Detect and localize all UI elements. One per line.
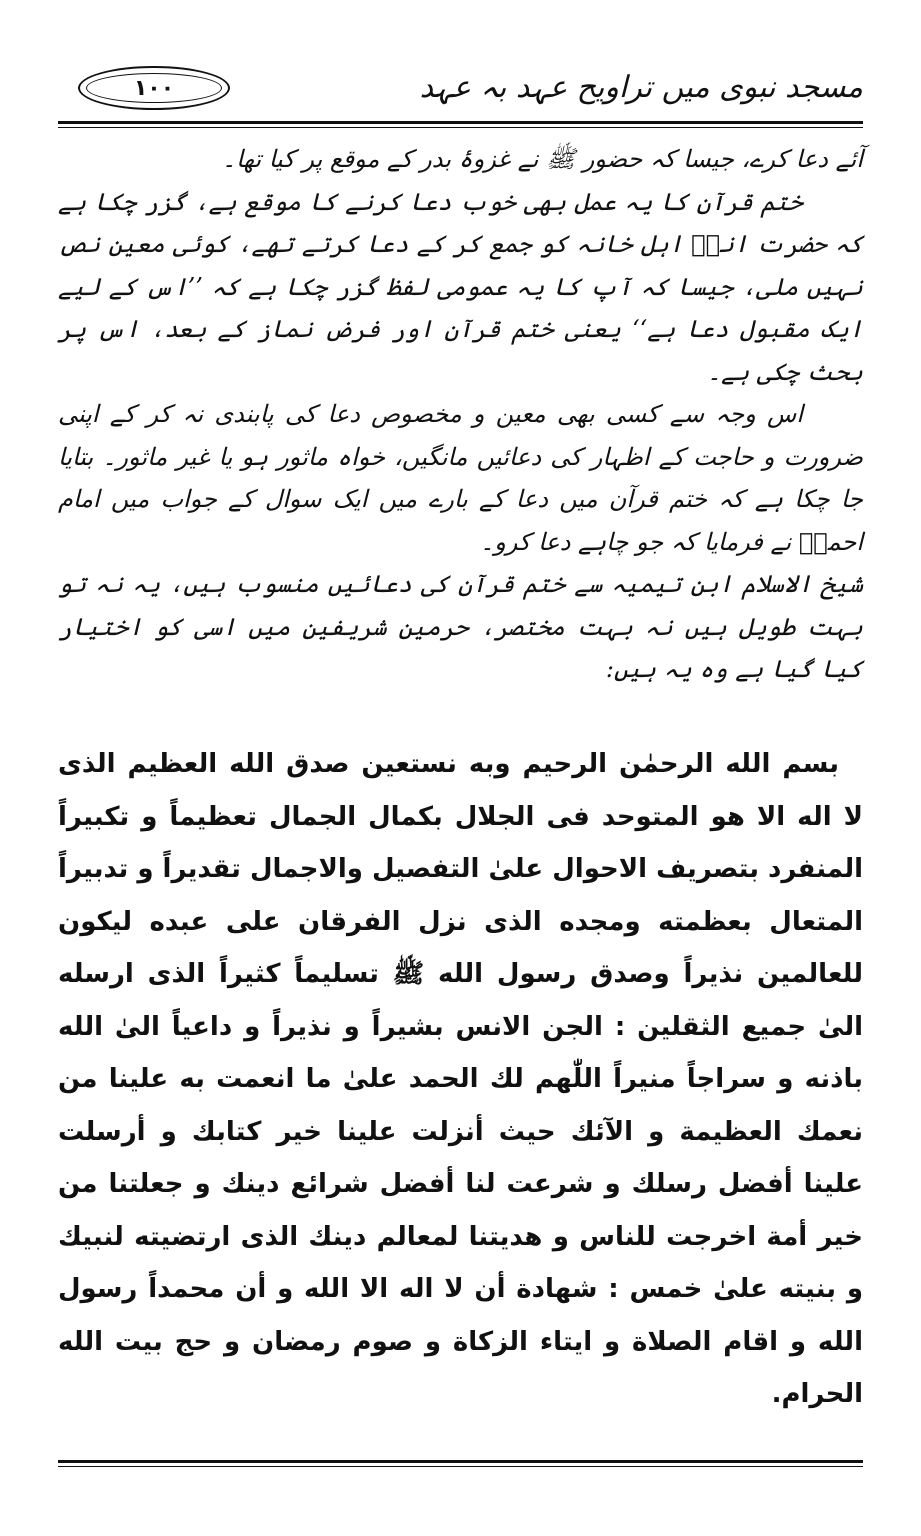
urdu-paragraph-4: شیخ الاسلام ابن تیمیہ سے ختم قرآن کی دعائیں منسوب ہیں، یہ نہ تو بہت طویل ہیں نہ بہت مختصر، حرمین شریفین میں اسی کو اختیار کیا گیا ہے وہ یہ ہیں: [58, 570, 863, 683]
page-number-badge [78, 66, 230, 110]
page-number: ۱۰۰ [133, 75, 175, 101]
urdu-body [58, 138, 863, 691]
arabic-prayer-text: بسم الله الرحمٰن الرحيم وبه نستعين صدق الله العظيم الذى لا اله الا هو المتوحد فى الجلال بكمال الجمال تعظيماً و تكبيراً المنفرد بتصريف الاحوال علىٰ التفصيل والاجمال تقديراً و تدبيراً المتعال بعظمته ومجده الذى نزل الفرقان على عبده ليكون للعالمين نذيراً وصدق رسول الله ﷺ تسليماً كثيراً الذى ارسله الىٰ جميع الثقلين : الجن الانس بشيراً و نذيراً و داعياً الىٰ الله باذنه و سراجاً منيراً اللّٰهم لك الحمد علىٰ ما انعمت به علينا من نعمك العظيمة و الآئك حيث أنزلت علينا خير كتابك و أرسلت علينا أفضل رسلك و شرعت لنا أفضل شرائع دينك و جعلتنا من خير أمة اخرجت للناس و هديتنا لمعالم دينك الذى ارتضيته لنبيك و بنيته علىٰ خمس : شهادة أن لا اله الا الله و أن محمداً رسول الله و اقام الصلاة و ايتاء الزكاة و صوم رمضان و حج بيت الله الحرام. [58, 749, 863, 1409]
running-title: مسجد نبوی میں تراویح عہد بہ عہد [419, 70, 863, 105]
urdu-paragraph-2: ختم قرآن کا یہ عمل بھی خوب دعا کرنے کا موقع ہے، گزر چکا ہے کہ حضرت انسؓ اہل خانہ کو جمع کر کے دعا کرتے تھے، کوئی معین نص نہیں ملی، جیسا کہ آپ کا یہ عمومی لفظ گزر چکا ہے کہ ’’اس کے لیے ایک مقبول دعا ہے‘‘ یعنی ختم قرآن اور فرض نماز کے بعد، اس پر بحث چکی ہے۔ [58, 187, 863, 386]
arabic-prayer-block [58, 738, 863, 1421]
page-header [58, 62, 863, 122]
urdu-paragraph-1: آئے دعا کرے، جیسا کہ حضور ﷺ نے غزوۂ بدر کے موقع پر کیا تھا۔ [222, 145, 863, 173]
urdu-paragraph-3: اس وجہ سے کسی بھی معین و مخصوص دعا کی پابندی نہ کر کے اپنی ضرورت و حاجت کے اظہار کی دعائیں مانگیں، خواہ ماثور ہو یا غیر ماثور۔ بتایا جا چکا ہے کہ ختم قرآن میں دعا کے بارے میں ایک سوال کے جواب میں امام احمدؒ نے فرمایا کہ جو چاہے دعا کرو۔ [58, 400, 863, 556]
footer-divider [58, 1460, 863, 1467]
header-divider [58, 121, 863, 128]
